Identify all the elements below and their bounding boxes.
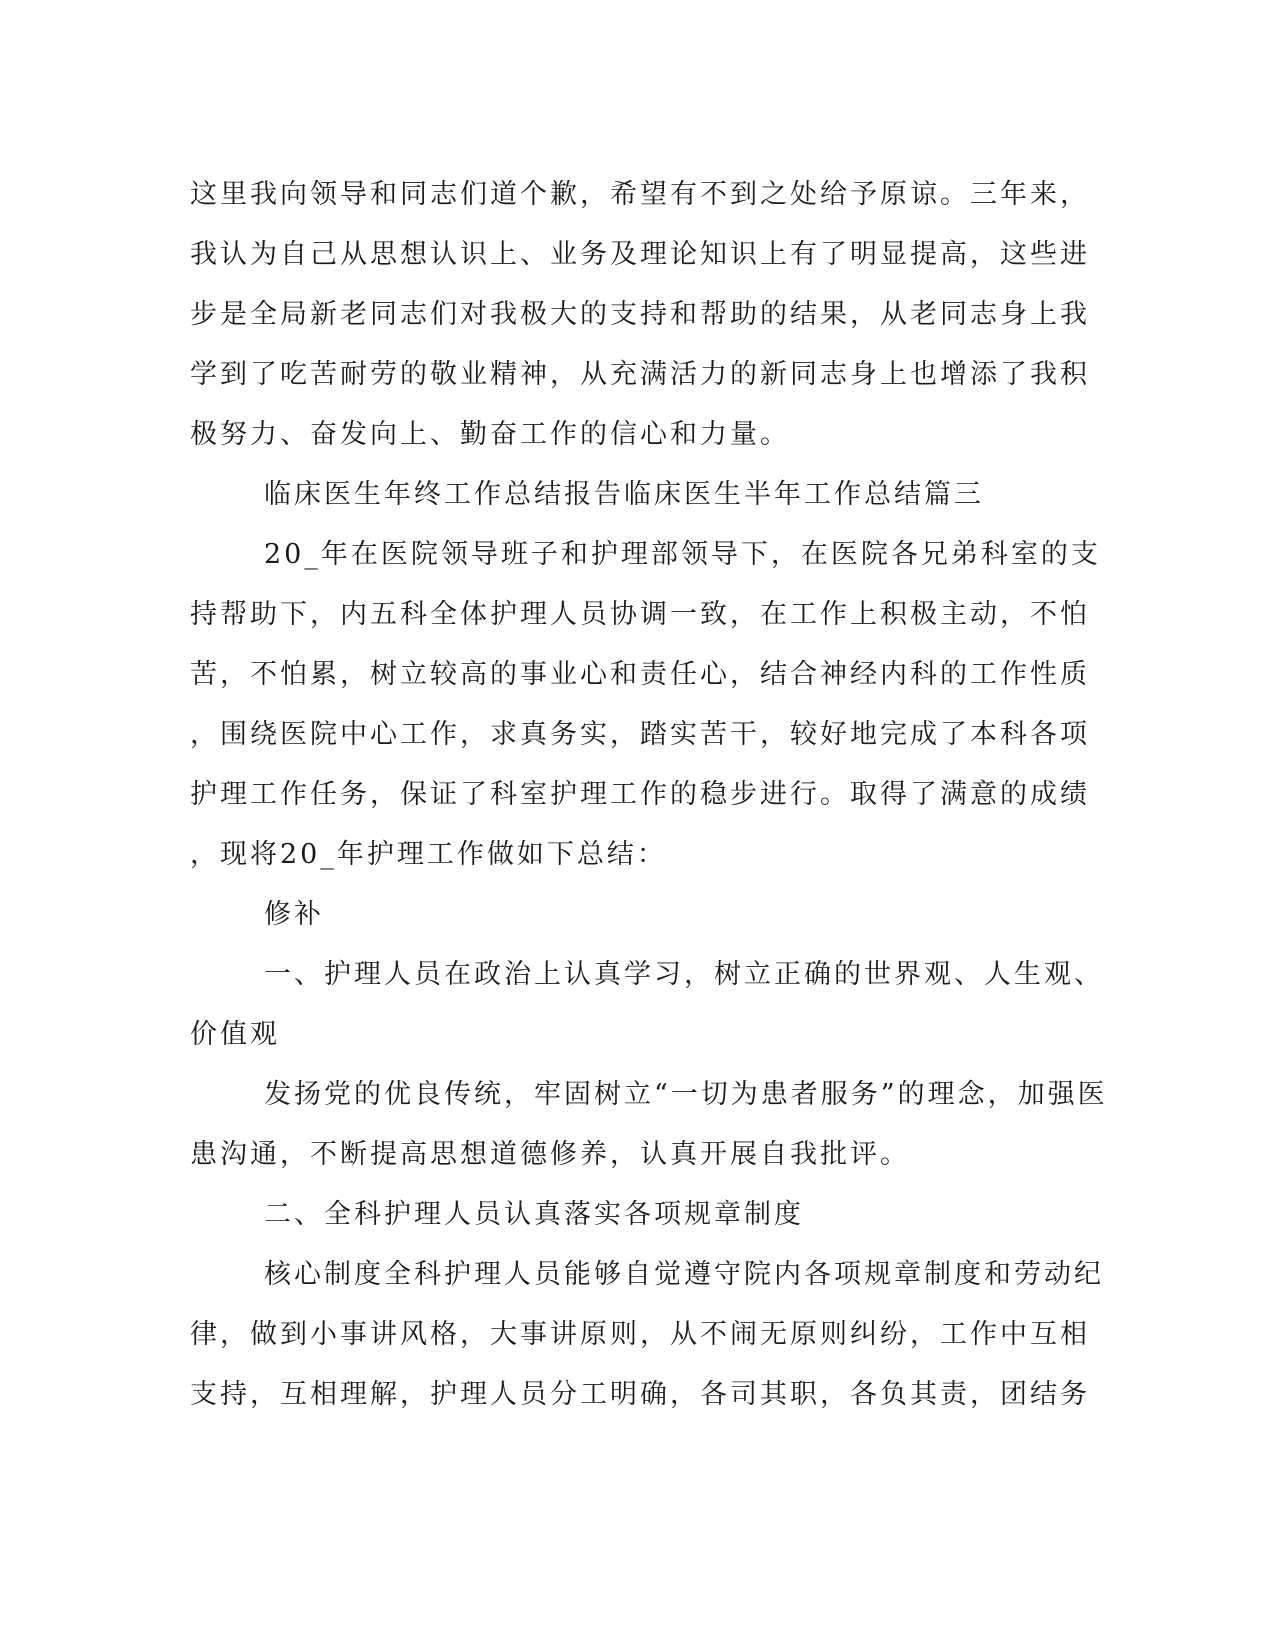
text-line: 苦，不怕累，树立较高的事业心和责任心，结合神经内科的工作性质 — [190, 659, 1090, 690]
text-line: 我认为自己从思想认识上、业务及理论知识上有了明显提高，这些进 — [190, 239, 1090, 270]
text-line: 护理工作任务，保证了科室护理工作的稳步进行。取得了满意的成绩 — [190, 779, 1090, 810]
text-line: 律，做到小事讲风格，大事讲原则，从不闹无原则纠纷，工作中互相 — [190, 1319, 1090, 1350]
text-line: ，围绕医院中心工作，求真务实，踏实苦干，较好地完成了本科各项 — [190, 719, 1090, 750]
body-text — [190, 165, 1108, 1425]
text-line: 发扬党的优良传统，牢固树立“一切为患者服务”的理念，加强医 — [264, 1079, 1108, 1110]
text-line: 步是全局新老同志们对我极大的支持和帮助的结果，从老同志身上我 — [190, 299, 1090, 330]
text-line: 学到了吃苦耐劳的敬业精神，从充满活力的新同志身上也增添了我积 — [190, 359, 1090, 390]
text-line: 患沟通，不断提高思想道德修养，认真开展自我批评。 — [190, 1139, 910, 1170]
text-line: 修补 — [264, 899, 324, 930]
text-line: 二、全科护理人员认真落实各项规章制度 — [264, 1199, 804, 1230]
text-line: 临床医生年终工作总结报告临床医生半年工作总结篇三 — [264, 479, 984, 510]
text-line: 这里我向领导和同志们道个歉，希望有不到之处给予原谅。三年来， — [190, 179, 1090, 210]
text-line: 20_年在医院领导班子和护理部领导下，在医院各兄弟科室的支 — [264, 539, 1101, 570]
text-line: 持帮助下，内五科全体护理人员协调一致，在工作上积极主动，不怕 — [190, 599, 1090, 630]
text-line: 核心制度全科护理人员能够自觉遵守院内各项规章制度和劳动纪 — [264, 1259, 1104, 1290]
text-line: 价值观 — [190, 1019, 280, 1050]
text-line: 一、护理人员在政治上认真学习，树立正确的世界观、人生观、 — [264, 959, 1104, 990]
text-line: 支持，互相理解，护理人员分工明确，各司其职，各负其责，团结务 — [190, 1379, 1090, 1410]
text-line: 极努力、奋发向上、勤奋工作的信心和力量。 — [190, 419, 790, 450]
text-line: ，现将20_年护理工作做如下总结： — [190, 839, 667, 870]
